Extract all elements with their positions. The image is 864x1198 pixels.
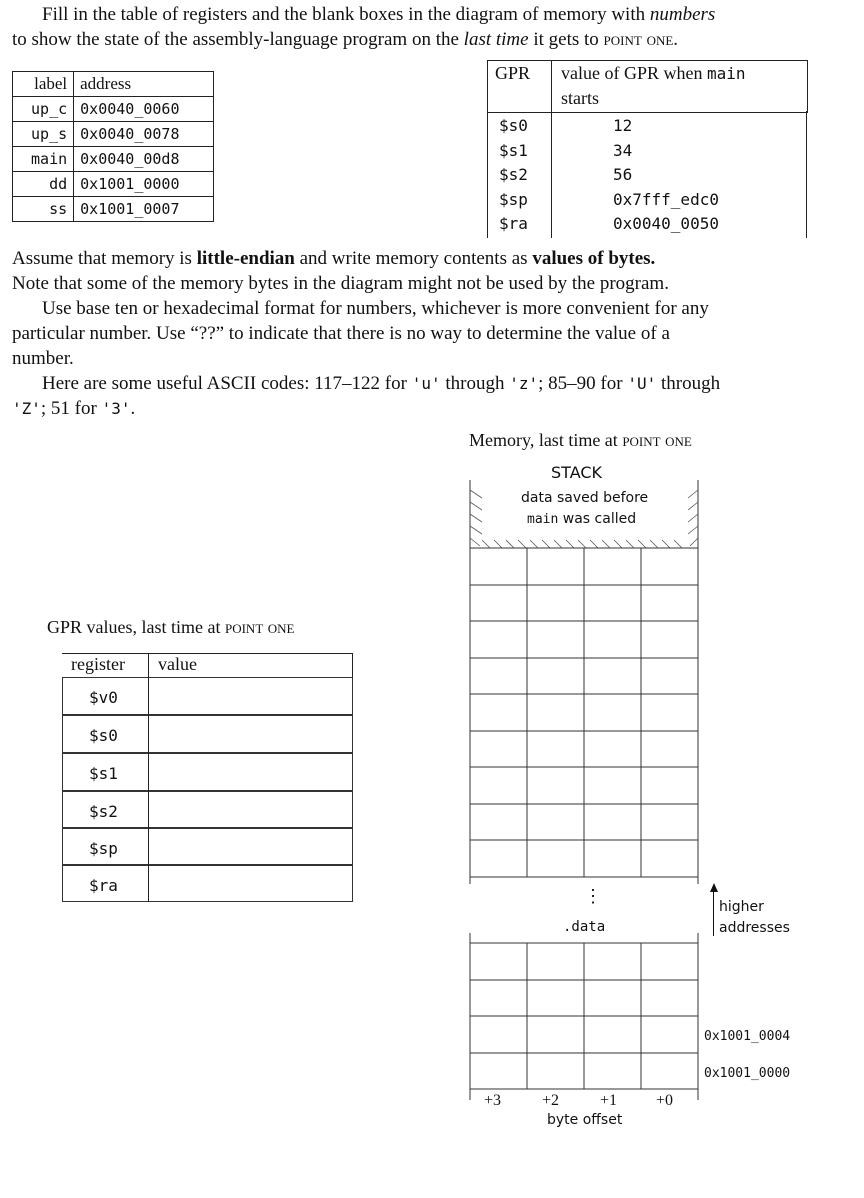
- register-header: register: [71, 654, 125, 674]
- address-header: address: [74, 72, 214, 97]
- value-header: value: [158, 654, 197, 674]
- label-header: label: [13, 72, 74, 97]
- table-row: up_s 0x0040_0078: [13, 122, 214, 147]
- label-address-table: [12, 71, 214, 222]
- byte-offset-label: byte offset: [547, 1112, 623, 1128]
- gpr-header: GPR: [495, 63, 531, 83]
- offset-plus1: +1: [600, 1092, 618, 1109]
- gpr-initial-table: [487, 60, 807, 238]
- note-line-5: number.: [12, 348, 74, 369]
- reg-ra: $ra: [89, 876, 118, 895]
- gpr-reg: $s1: [499, 140, 528, 160]
- note-line-2: Note that some of the memory bytes in the diagram might not be used by the program.: [12, 273, 669, 294]
- offset-plus3: +3: [484, 1092, 502, 1109]
- reg-v0: $v0: [89, 688, 118, 707]
- gpr-reg-column: [499, 114, 528, 237]
- gpr-values-title: GPR values, last time at point one: [47, 617, 295, 637]
- gpr-value: 12: [613, 116, 633, 135]
- offset-plus2: +2: [542, 1092, 560, 1109]
- reg-s0: $s0: [89, 726, 118, 745]
- reg-sp: $sp: [89, 839, 118, 858]
- value-header: value of GPR when main: [561, 63, 746, 83]
- table-row: ss 0x1001_0007: [13, 197, 214, 222]
- note-line-1: Assume that memory is little-endian and write memory contents as values of bytes.: [12, 248, 656, 269]
- data-segment-label: .data: [563, 919, 606, 935]
- saved-data-label-1: data saved before: [521, 490, 649, 506]
- gpr-value-column: [613, 114, 719, 237]
- arrow-shaft: [713, 891, 714, 936]
- gpr-reg: $ra: [499, 214, 528, 233]
- gpr-value: 56: [613, 165, 633, 184]
- ellipsis-dots: ⋮: [584, 886, 602, 906]
- gpr-value: 0x7fff_edc0: [613, 189, 719, 209]
- ascii-line-1: Here are some useful ASCII codes: 117–122 for 'u' through 'z'; 85–90 for 'U' through: [42, 373, 721, 394]
- reg-s2: $s2: [89, 802, 118, 821]
- value-header-line-2: starts: [561, 88, 599, 108]
- table-row: up_c 0x0040_0060: [13, 97, 214, 122]
- data-grid: [470, 933, 698, 1100]
- gpr-reg: $s2: [499, 165, 528, 184]
- address-0x10010000: 0x1001_0000: [704, 1066, 791, 1081]
- arrow-head-icon: [710, 883, 718, 892]
- offset-plus0: +0: [656, 1092, 674, 1109]
- gpr-reg: $s0: [499, 116, 528, 135]
- stack-label: STACK: [551, 463, 603, 482]
- memory-diagram: [460, 480, 710, 1110]
- gpr-reg: $sp: [499, 189, 528, 209]
- stack-grid: [470, 548, 698, 884]
- gpr-value: 0x0040_0050: [613, 214, 719, 233]
- gpr-value: 34: [613, 140, 633, 160]
- note-line-3: Use base ten or hexadecimal format for numbers, whichever is more convenient for any: [42, 298, 709, 319]
- address-0x10010004: 0x1001_0004: [704, 1029, 791, 1044]
- table-row: dd 0x1001_0000: [13, 172, 214, 197]
- ascii-line-2: 'Z'; 51 for '3'.: [12, 398, 136, 419]
- memory-title: Memory, last time at point one: [469, 430, 692, 450]
- gpr-values-table: [62, 653, 353, 902]
- saved-data-label-2: main was called: [527, 511, 637, 527]
- reg-s1: $s1: [89, 764, 118, 783]
- table-row: main 0x0040_00d8: [13, 147, 214, 172]
- note-line-4: particular number. Use “??” to indicate that there is no way to determine the value of a: [12, 323, 670, 344]
- hatch-marks: [470, 490, 698, 548]
- intro-line-1: Fill in the table of registers and the blank boxes in the diagram of memory with numbers: [42, 4, 716, 25]
- intro-line-2: to show the state of the assembly-language program on the last time it gets to point one.: [12, 29, 679, 50]
- higher-addresses-label: higher addresses: [719, 899, 790, 936]
